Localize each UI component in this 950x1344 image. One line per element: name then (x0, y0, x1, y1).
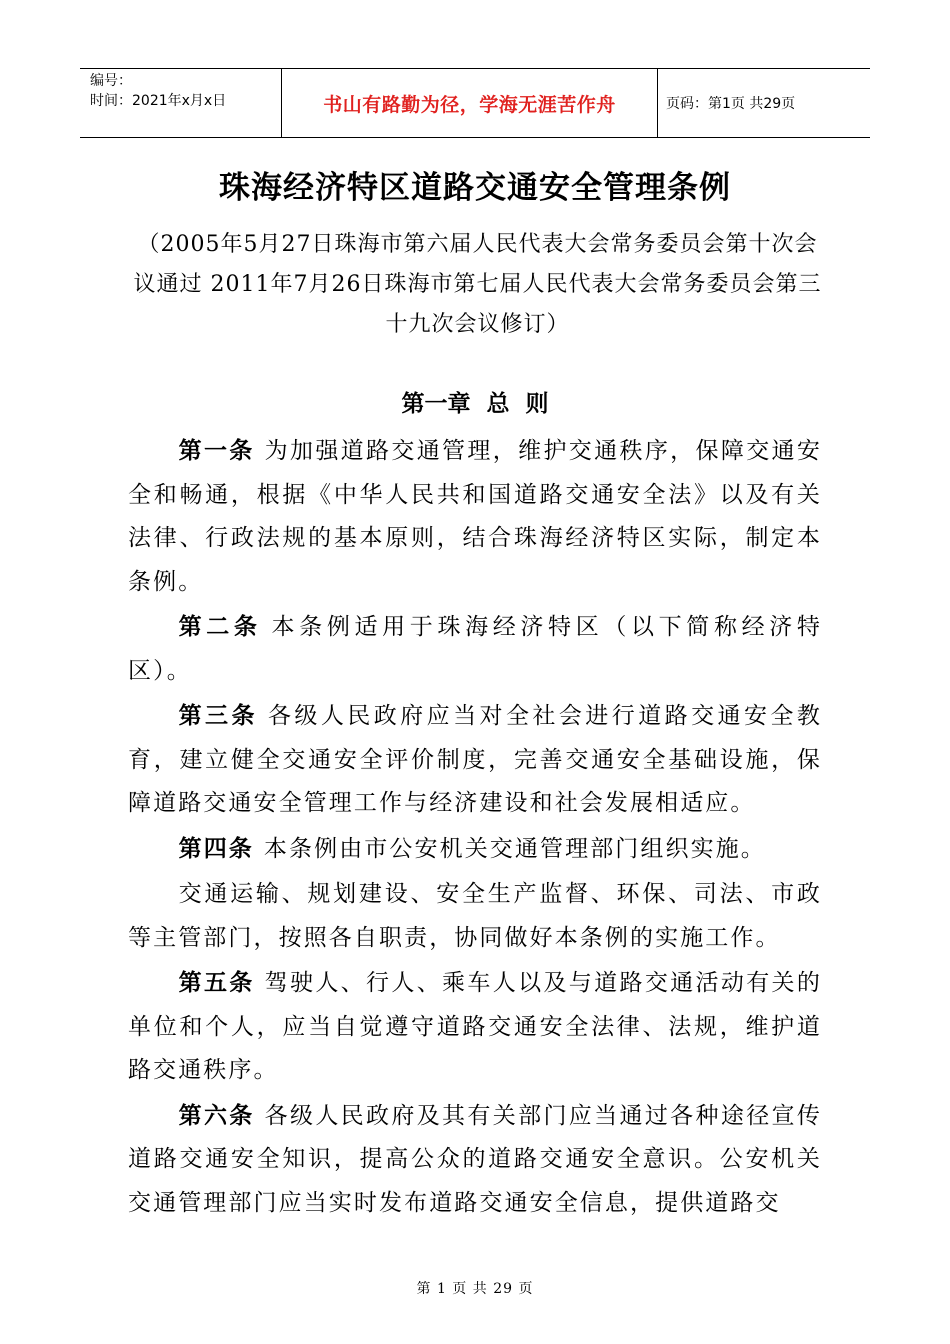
document-number-label: 编号： (90, 73, 132, 89)
document-title: 珠海经济特区道路交通安全管理条例 (219, 170, 731, 206)
article-text: 各级人民政府应当对全社会进行道路交通安全教育，建立健全交通安全评价制度，完善交通安全基础设施，保障道路交通安全管理工作与经济建设和社会发展相适应。 (128, 703, 822, 816)
header-motto-cell (282, 69, 658, 137)
article-paragraph (128, 828, 822, 872)
document-time-label: 时间：2021年x月x日 (90, 93, 227, 109)
article-text: 为加强道路交通管理，维护交通秩序，保障交通安全和畅通，根据《中华人民共和国道路交通安全法》以及有关法律、行政法规的基本原则，结合珠海经济特区实际，制定本条例。 (128, 438, 822, 595)
page-footer: 第 1 页 共 29 页 (416, 1281, 534, 1297)
header-page-label: 页码：第1页 共29页 (666, 96, 796, 112)
article-paragraph (128, 873, 822, 960)
page-header (80, 68, 870, 138)
article-text: 交通运输、规划建设、安全生产监督、环保、司法、市政等主管部门，按照各自职责，协同做好本条例的实施工作。 (128, 881, 822, 951)
article-paragraph (128, 695, 822, 826)
header-motto: 书山有路勤为径，学海无涯苦作舟 (323, 93, 616, 116)
article-paragraph (128, 606, 822, 693)
article-number: 第二条 (178, 614, 262, 640)
article-text: 各级人民政府及其有关部门应当通过各种途径宣传道路交通安全知识，提高公众的道路交通安全意识。公安机关交通管理部门应当实时发布道路交通安全信息，提供道路交 (128, 1102, 822, 1216)
article-number: 第四条 (178, 835, 254, 862)
article-paragraph (128, 430, 822, 604)
chapter-heading: 第一章 总 则 (401, 391, 549, 417)
article-number: 第一条 (178, 438, 255, 464)
document-subtitle: （2005年5月27日珠海市第六届人民代表大会常务委员会第十次会议通过 2011年7月26日珠海市第七届人民代表大会常务委员会第三十九次会议修订） (133, 232, 822, 337)
article-text: 本条例适用于珠海经济特区（以下简称经济特区）。 (128, 614, 822, 684)
article-paragraph (128, 1095, 822, 1226)
header-meta (80, 69, 282, 137)
article-number: 第六条 (178, 1102, 255, 1129)
article-text: 驾驶人、行人、乘车人以及与道路交通活动有关的单位和个人，应当自觉遵守道路交通安全法律、法规，维护道路交通秩序。 (128, 970, 822, 1083)
document-body (128, 430, 822, 1227)
article-paragraph (128, 962, 822, 1093)
article-text: 本条例由市公安机关交通管理部门组织实施。 (263, 835, 766, 862)
header-page-cell (658, 69, 870, 137)
article-number: 第三条 (178, 703, 258, 729)
article-number: 第五条 (178, 970, 255, 996)
